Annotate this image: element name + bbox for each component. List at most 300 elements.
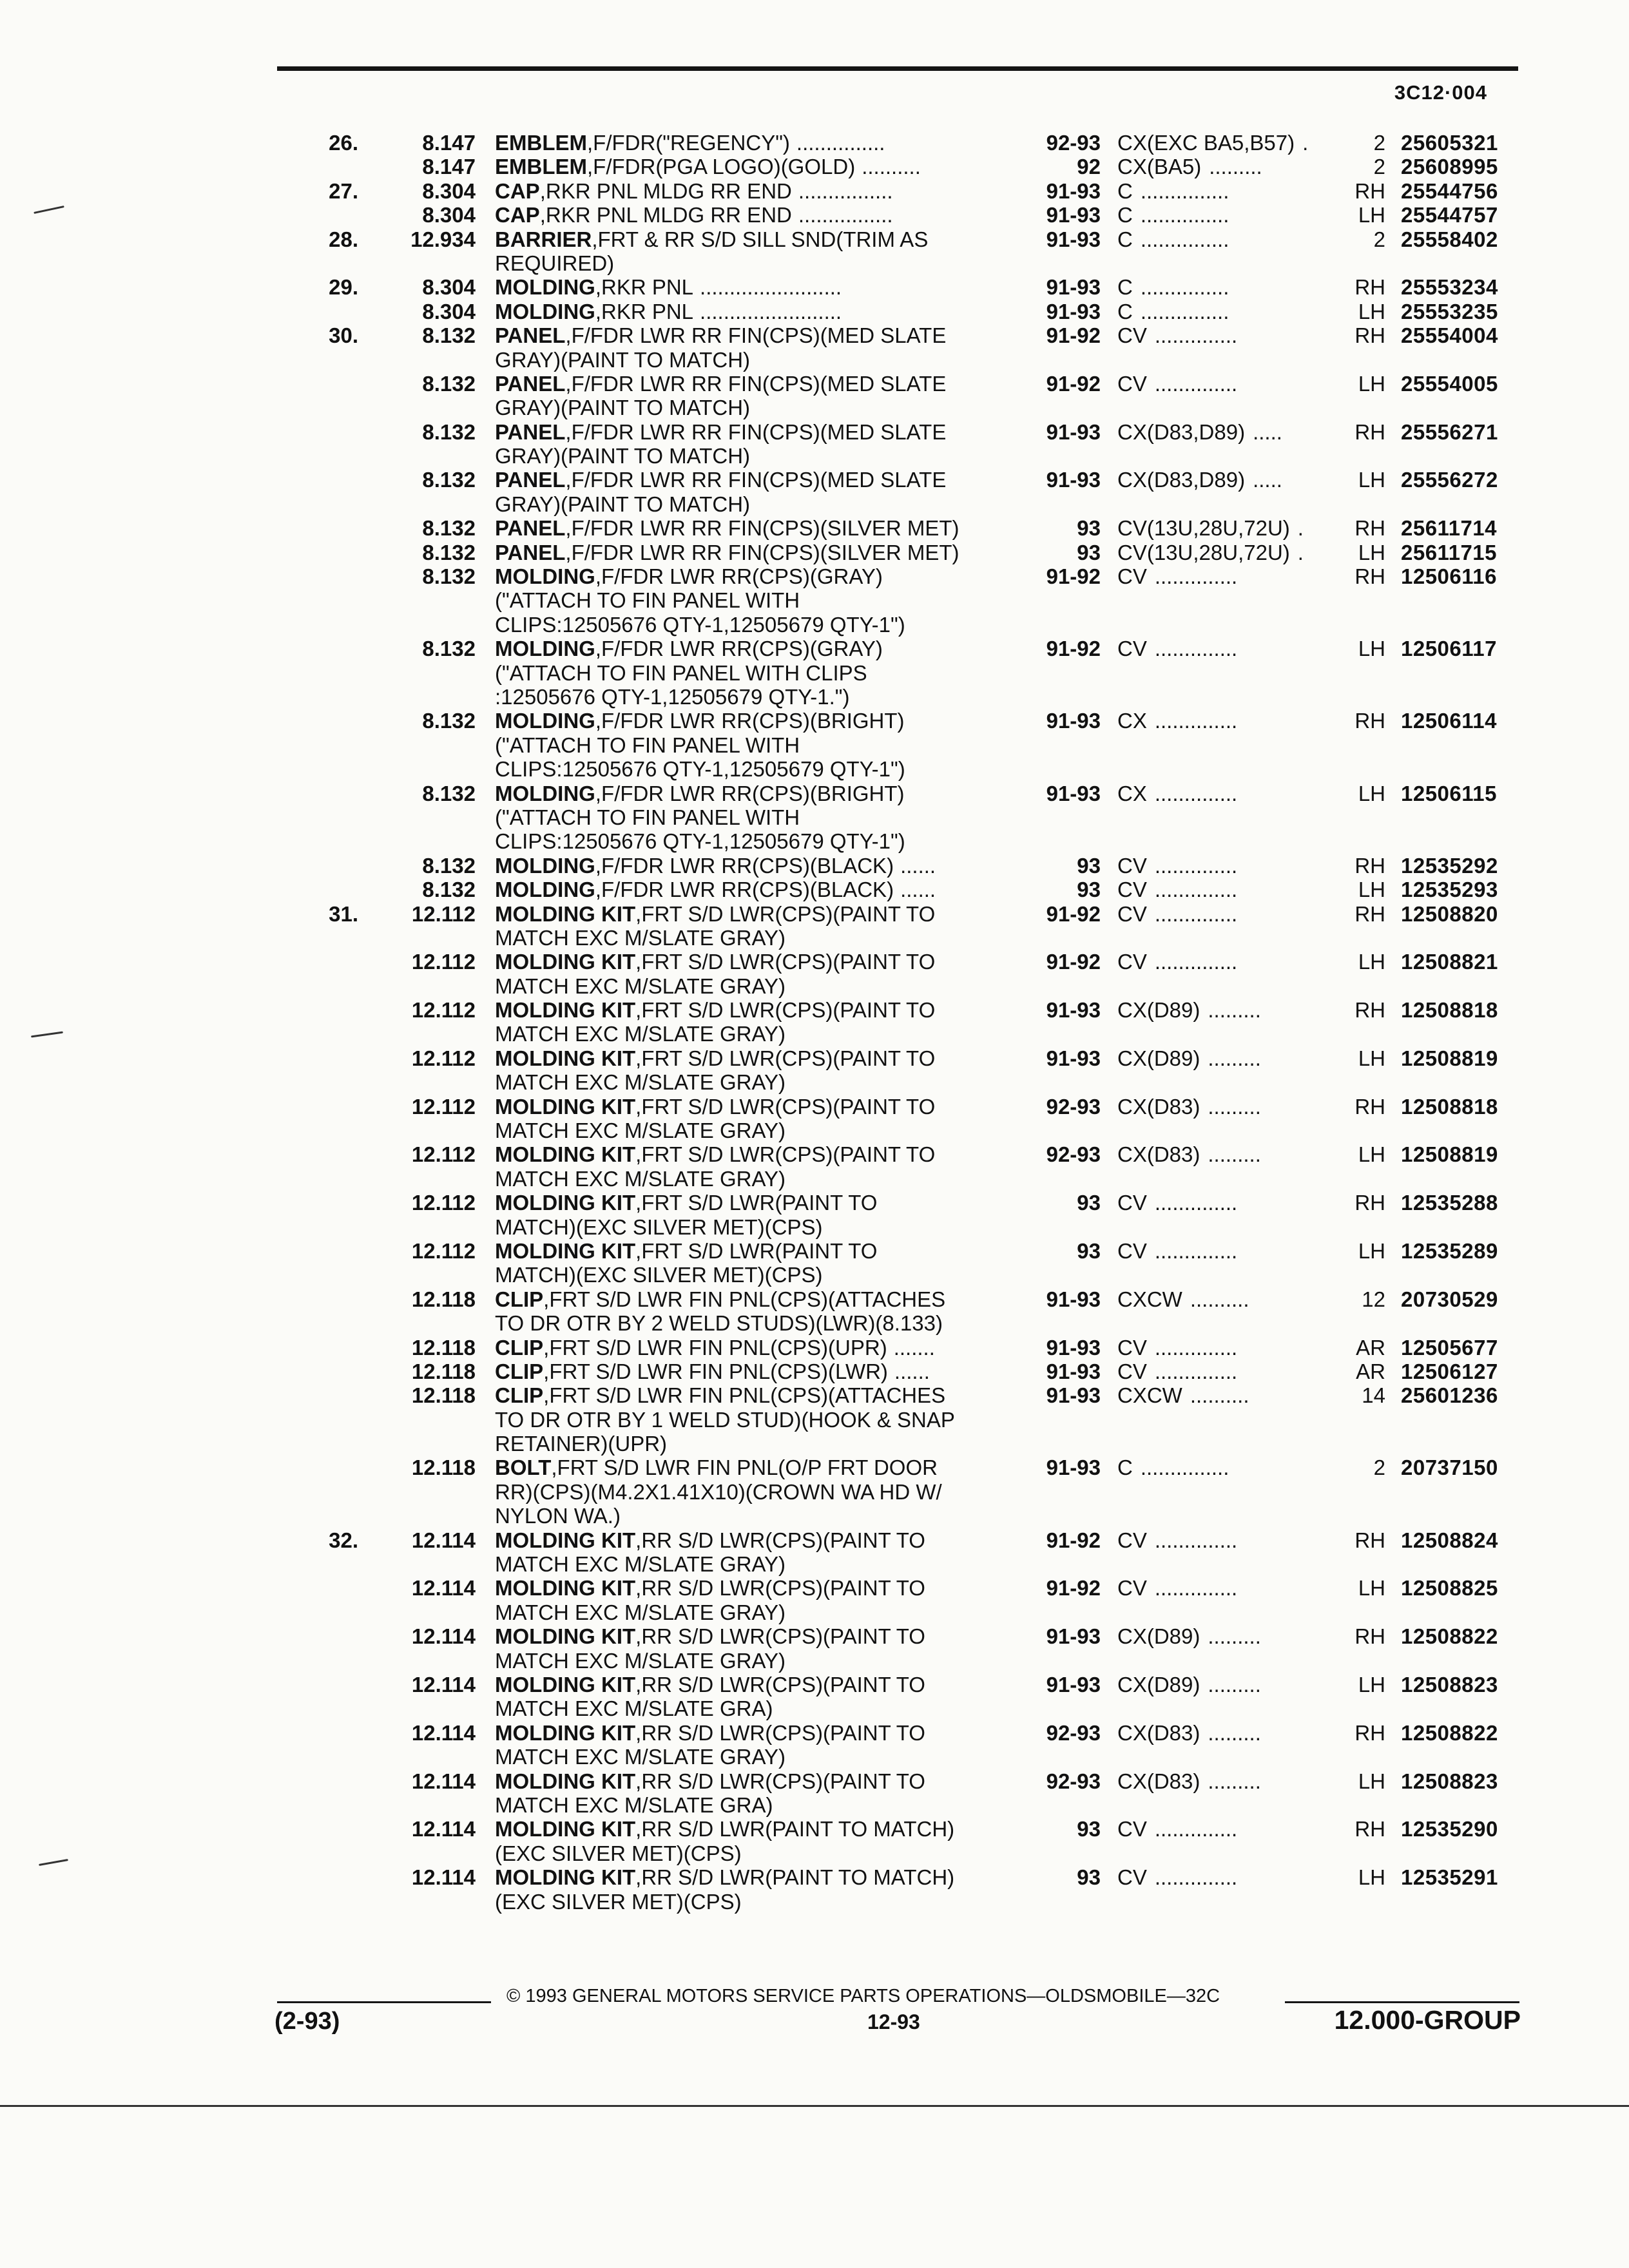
part-description	[495, 275, 842, 299]
series-text: CV(13U,28U,72U)	[1117, 516, 1290, 541]
part-name: MOLDING	[495, 878, 595, 902]
series-code	[1117, 1191, 1237, 1215]
series-text: CV	[1117, 1238, 1147, 1263]
description-text: ,FRT & RR S/D SILL SND(TRIM AS	[592, 227, 929, 251]
part-name: EMBLEM	[495, 155, 587, 179]
table-row	[0, 1263, 1629, 1287]
part-description	[495, 1408, 961, 1432]
series-code	[1117, 420, 1282, 444]
part-description	[495, 1696, 779, 1720]
part-number: 12506117	[1401, 637, 1498, 661]
series-code	[1117, 1287, 1249, 1311]
series-text: CV	[1117, 853, 1147, 878]
table-row	[0, 179, 1629, 203]
description-text: ,RR S/D LWR(PAINT TO MATCH)	[635, 1865, 955, 1890]
series-code	[1117, 1696, 1125, 1720]
table-row	[0, 516, 1629, 540]
model-years: 93	[1077, 540, 1101, 564]
part-number: 20730529	[1401, 1287, 1498, 1311]
quantity: AR	[1356, 1335, 1385, 1360]
group-number: 8.132	[422, 781, 476, 805]
part-description	[495, 733, 806, 757]
group-number: 8.132	[422, 853, 476, 878]
series-code	[1117, 1408, 1125, 1432]
table-row	[0, 878, 1629, 901]
leader-dots: ................	[798, 203, 893, 227]
part-name: PANEL	[495, 468, 566, 492]
part-description	[495, 1600, 792, 1624]
table-row	[0, 1336, 1629, 1360]
series-code	[1117, 1142, 1261, 1166]
series-text: C	[1117, 178, 1133, 203]
part-description	[495, 1215, 829, 1239]
table-row	[0, 564, 1629, 588]
leader-dots: ..............	[1154, 781, 1238, 805]
quantity: RH	[1354, 516, 1385, 541]
part-name: BOLT	[495, 1456, 552, 1480]
series-code	[1117, 323, 1237, 347]
description-text: MATCH)(EXC SILVER MET)(CPS)	[495, 1215, 823, 1239]
table-row	[0, 1191, 1629, 1215]
series-code	[1117, 588, 1125, 612]
table-row	[0, 854, 1629, 878]
part-name: MOLDING KIT	[495, 901, 636, 926]
part-number: 12508818	[1401, 998, 1498, 1023]
table-row	[0, 348, 1629, 372]
group-number: 8.132	[422, 419, 476, 444]
revision-date: (2-93)	[275, 2008, 340, 2035]
part-description	[495, 1865, 961, 1889]
footer-rule-left	[277, 2001, 491, 2003]
part-description	[495, 1022, 792, 1046]
leader-dots: ........................	[700, 275, 842, 300]
description-text: ,RR S/D LWR(CPS)(PAINT TO	[635, 1528, 925, 1552]
part-number: 12506114	[1401, 709, 1498, 733]
series-code	[1117, 950, 1237, 974]
series-code	[1117, 733, 1125, 757]
model-years: 91-93	[1046, 709, 1101, 733]
series-code	[1117, 1865, 1237, 1889]
leader-dots: ..........	[1190, 1383, 1249, 1408]
part-description	[495, 1239, 883, 1263]
model-years: 92-93	[1046, 1720, 1101, 1745]
group-number: 8.304	[422, 275, 476, 300]
part-name: CLIP	[495, 1287, 544, 1311]
part-number: 12506127	[1401, 1359, 1498, 1383]
series-code	[1117, 1311, 1125, 1335]
part-number: 12508823	[1401, 1769, 1498, 1793]
part-description	[495, 1745, 792, 1769]
part-description	[495, 131, 885, 155]
group-number: 8.147	[422, 155, 476, 179]
series-code	[1117, 179, 1229, 203]
quantity: 2	[1373, 131, 1385, 155]
description-text: ,F/FDR LWR RR(CPS)(BRIGHT)	[595, 709, 905, 733]
series-code	[1117, 1649, 1125, 1673]
series-code	[1117, 1456, 1229, 1479]
description-text: MATCH EXC M/SLATE GRAY)	[495, 1119, 786, 1143]
part-number: 25556272	[1401, 468, 1498, 492]
description-text: TO DR OTR BY 1 WELD STUD)(HOOK & SNAP	[495, 1407, 955, 1432]
item-number: 31.	[329, 901, 358, 926]
quantity: RH	[1354, 275, 1385, 300]
quantity: RH	[1354, 323, 1385, 348]
model-years: 92-93	[1046, 131, 1101, 155]
description-text: GRAY)(PAINT TO MATCH)	[495, 492, 751, 516]
group-number: 8.132	[422, 468, 476, 492]
series-code	[1117, 541, 1304, 564]
part-name: MOLDING	[495, 853, 595, 878]
part-description	[495, 1528, 932, 1552]
table-row	[0, 998, 1629, 1022]
quantity: LH	[1358, 371, 1385, 396]
series-text: CX(D89)	[1117, 1673, 1200, 1696]
description-text: MATCH EXC M/SLATE GRAY)	[495, 1070, 786, 1095]
table-row	[0, 1600, 1629, 1624]
description-text: ,F/FDR(PGA LOGO)(GOLD)	[587, 155, 856, 179]
model-years: 92	[1077, 155, 1101, 179]
part-name: MOLDING KIT	[495, 1576, 636, 1600]
part-name: PANEL	[495, 516, 566, 541]
model-years: 93	[1077, 1191, 1101, 1215]
description-text: ,RR S/D LWR(CPS)(PAINT TO	[635, 1576, 925, 1600]
group-number: 12.118	[411, 1383, 476, 1408]
part-description	[495, 516, 966, 540]
part-description	[495, 251, 621, 275]
table-row	[0, 661, 1629, 685]
series-code	[1117, 1336, 1237, 1360]
series-text: C	[1117, 1456, 1133, 1480]
table-row	[0, 1142, 1629, 1166]
leader-dots: ...............	[796, 131, 885, 155]
model-years: 91-93	[1046, 1383, 1101, 1408]
part-description	[495, 420, 952, 444]
group-number: 12.114	[411, 1528, 476, 1552]
table-row	[0, 275, 1629, 299]
part-description	[495, 1841, 748, 1865]
table-row	[0, 300, 1629, 323]
part-description	[495, 1721, 932, 1745]
table-row	[0, 444, 1629, 468]
part-number: 12508825	[1401, 1576, 1498, 1600]
leader-dots: ..............	[1154, 901, 1238, 926]
description-text: MATCH EXC M/SLATE GRAY)	[495, 1648, 786, 1673]
description-text: MATCH EXC M/SLATE GRA)	[495, 1792, 773, 1817]
group-number: 8.132	[422, 516, 476, 541]
quantity: LH	[1358, 540, 1385, 564]
series-text: CV	[1117, 564, 1147, 589]
table-row	[0, 1769, 1629, 1793]
part-name: MOLDING	[495, 637, 595, 661]
part-name: MOLDING KIT	[495, 998, 636, 1023]
table-row	[0, 1865, 1629, 1889]
part-number: 12505677	[1401, 1335, 1498, 1360]
part-number: 25558402	[1401, 227, 1498, 251]
table-row	[0, 251, 1629, 275]
series-code	[1117, 1528, 1237, 1552]
table-row	[0, 468, 1629, 492]
part-number: 25608995	[1401, 155, 1498, 179]
model-years: 92-93	[1046, 1142, 1101, 1167]
part-description	[495, 1793, 779, 1817]
part-number: 12535288	[1401, 1191, 1498, 1215]
part-description	[495, 155, 921, 178]
part-description	[495, 1095, 941, 1119]
description-text: MATCH EXC M/SLATE GRA)	[495, 1696, 773, 1721]
series-text: CX(D89)	[1117, 998, 1200, 1023]
part-number: 25553235	[1401, 299, 1498, 323]
series-code	[1117, 1239, 1237, 1263]
series-text: CX(BA5)	[1117, 155, 1202, 179]
table-row	[0, 974, 1629, 998]
description-text: ,RKR PNL MLDG RR END	[539, 203, 792, 227]
part-description	[495, 1336, 935, 1360]
quantity: LH	[1358, 1576, 1385, 1600]
table-row	[0, 1480, 1629, 1504]
table-row	[0, 131, 1629, 155]
series-code	[1117, 878, 1237, 901]
quantity: LH	[1358, 203, 1385, 227]
table-row	[0, 1504, 1629, 1528]
description-text: CLIPS:12505676 QTY-1,12505679 QTY-1")	[495, 612, 905, 637]
leader-dots: ..............	[1154, 853, 1238, 878]
description-text: ,F/FDR("REGENCY")	[587, 131, 790, 155]
description-text: ,RR S/D LWR(PAINT TO MATCH)	[635, 1817, 955, 1841]
group-number: 12.114	[411, 1769, 476, 1793]
series-text: CX	[1117, 709, 1147, 733]
part-number: 12535290	[1401, 1817, 1498, 1841]
group-number: 12.112	[411, 1142, 476, 1167]
series-code	[1117, 1480, 1125, 1504]
item-number: 32.	[329, 1528, 358, 1552]
table-row	[0, 1528, 1629, 1552]
description-text: GRAY)(PAINT TO MATCH)	[495, 347, 751, 372]
parts-table	[0, 131, 1629, 1914]
series-code	[1117, 661, 1125, 685]
table-row	[0, 1890, 1629, 1914]
model-years: 91-92	[1046, 637, 1101, 661]
leader-dots: ..............	[1154, 637, 1238, 661]
group-number: 12.118	[411, 1456, 476, 1480]
part-description	[495, 1070, 792, 1094]
series-code	[1117, 1383, 1249, 1407]
table-row	[0, 1119, 1629, 1142]
part-name: MOLDING KIT	[495, 1094, 636, 1119]
part-number: 25556271	[1401, 419, 1498, 444]
series-text: CV	[1117, 1817, 1147, 1841]
table-row	[0, 588, 1629, 612]
model-years: 91-93	[1046, 299, 1101, 323]
part-name: MOLDING	[495, 781, 595, 805]
part-description	[495, 1360, 930, 1383]
part-description	[495, 950, 941, 974]
table-row	[0, 1696, 1629, 1720]
leader-dots: ..............	[1154, 709, 1238, 733]
series-code	[1117, 613, 1125, 637]
model-years: 92-93	[1046, 1094, 1101, 1119]
description-text: MATCH EXC M/SLATE GRAY)	[495, 925, 786, 950]
leader-dots: ..............	[1154, 1335, 1238, 1360]
group-number: 12.118	[411, 1335, 476, 1360]
leader-dots: .........	[1208, 1094, 1261, 1119]
group-number: 12.114	[411, 1624, 476, 1649]
model-years: 91-93	[1046, 419, 1101, 444]
part-description	[495, 541, 966, 564]
part-name: PANEL	[495, 540, 566, 564]
series-text: CX(D89)	[1117, 1624, 1200, 1649]
table-row	[0, 1432, 1629, 1456]
series-code	[1117, 685, 1125, 709]
part-number: 20737150	[1401, 1456, 1498, 1480]
series-code	[1117, 1119, 1125, 1142]
leader-dots: ...............	[1140, 203, 1229, 227]
part-number: 12508821	[1401, 950, 1498, 974]
description-text: ,FRT S/D LWR(CPS)(PAINT TO	[635, 998, 936, 1023]
leader-dots: ..............	[1154, 1528, 1238, 1552]
series-code	[1117, 396, 1125, 419]
series-code	[1117, 1841, 1125, 1865]
series-code	[1117, 1624, 1261, 1648]
series-text: CV	[1117, 950, 1147, 974]
quantity: RH	[1354, 998, 1385, 1023]
model-years: 91-92	[1046, 1576, 1101, 1600]
quantity: RH	[1354, 1528, 1385, 1552]
leader-dots: ..........	[862, 155, 921, 179]
description-text: ,RR S/D LWR(CPS)(PAINT TO	[635, 1624, 925, 1649]
series-text: CX(EXC BA5,B57)	[1117, 131, 1295, 155]
part-number: 25601236	[1401, 1383, 1498, 1408]
leader-dots: .	[1297, 540, 1304, 564]
model-years: 91-93	[1046, 1456, 1101, 1480]
series-code	[1117, 829, 1125, 853]
series-code	[1117, 1793, 1125, 1817]
series-text: C	[1117, 227, 1133, 251]
series-text: CX(D83)	[1117, 1094, 1200, 1119]
table-row	[0, 396, 1629, 419]
leader-dots: ...............	[1140, 178, 1229, 203]
description-text: ,RKR PNL MLDG RR END	[539, 178, 792, 203]
series-text: C	[1117, 299, 1133, 323]
part-description	[495, 203, 893, 227]
series-code	[1117, 757, 1125, 781]
group-number: 12.114	[411, 1576, 476, 1600]
leader-dots: .........	[1208, 1046, 1261, 1070]
description-text: ,F/FDR LWR RR(CPS)(GRAY)	[595, 637, 883, 661]
part-number: 12535292	[1401, 853, 1498, 878]
item-number: 29.	[329, 275, 358, 300]
series-text: CXCW	[1117, 1287, 1182, 1311]
description-text: ,FRT S/D LWR(CPS)(PAINT TO	[635, 950, 936, 974]
series-code	[1117, 854, 1237, 878]
description-text: MATCH EXC M/SLATE GRAY)	[495, 1600, 786, 1624]
description-text: ("ATTACH TO FIN PANEL WITH CLIPS	[495, 660, 867, 685]
part-description	[495, 1383, 952, 1407]
series-code	[1117, 1576, 1237, 1600]
part-number: 12508822	[1401, 1624, 1498, 1649]
table-row	[0, 950, 1629, 974]
part-name: MOLDING KIT	[495, 1865, 636, 1890]
leader-dots: ..............	[1154, 1191, 1238, 1215]
series-code	[1117, 1769, 1261, 1793]
description-text: ,RR S/D LWR(CPS)(PAINT TO	[635, 1720, 925, 1745]
series-code	[1117, 902, 1237, 926]
series-text: CX(D89)	[1117, 1046, 1200, 1070]
table-row	[0, 420, 1629, 444]
group-number: 12.112	[411, 1191, 476, 1215]
table-row	[0, 1022, 1629, 1046]
leader-dots: ..............	[1154, 1817, 1238, 1841]
part-description	[495, 1624, 932, 1648]
description-text: (EXC SILVER MET)(CPS)	[495, 1889, 742, 1914]
model-years: 91-92	[1046, 371, 1101, 396]
description-text: ,FRT S/D LWR FIN PNL(CPS)(LWR)	[543, 1359, 888, 1383]
series-text: CV	[1117, 1528, 1147, 1552]
group-number: 8.304	[422, 299, 476, 323]
series-code	[1117, 372, 1237, 396]
description-text: GRAY)(PAINT TO MATCH)	[495, 396, 751, 420]
part-description	[495, 661, 874, 685]
table-row	[0, 1239, 1629, 1263]
part-description	[495, 1311, 949, 1335]
table-row	[0, 637, 1629, 660]
quantity: RH	[1354, 1720, 1385, 1745]
description-text: ,FRT S/D LWR FIN PNL(CPS)(UPR)	[543, 1335, 887, 1360]
series-text: CV	[1117, 1191, 1147, 1215]
part-name: MOLDING KIT	[495, 1046, 636, 1070]
description-text: ,FRT S/D LWR(CPS)(PAINT TO	[635, 1142, 936, 1167]
series-code	[1117, 782, 1237, 805]
description-text: ,RKR PNL	[595, 299, 694, 323]
description-text: ("ATTACH TO FIN PANEL WITH	[495, 588, 800, 613]
group-number: 12.112	[411, 998, 476, 1023]
part-description	[495, 613, 912, 637]
series-code	[1117, 1215, 1125, 1239]
series-code	[1117, 1600, 1125, 1624]
series-code	[1117, 300, 1229, 323]
part-number: 12535289	[1401, 1238, 1498, 1263]
quantity: LH	[1358, 468, 1385, 492]
group-number: 12.112	[411, 950, 476, 974]
part-description	[495, 1649, 792, 1673]
table-row	[0, 685, 1629, 709]
item-number: 28.	[329, 227, 358, 251]
series-text: CV	[1117, 323, 1147, 348]
part-description	[495, 348, 757, 372]
series-code	[1117, 805, 1125, 829]
table-row	[0, 227, 1629, 251]
quantity: RH	[1354, 853, 1385, 878]
leader-dots: ..............	[1154, 371, 1238, 396]
description-text: ,F/FDR LWR RR FIN(CPS)(SILVER MET)	[565, 540, 959, 564]
table-row	[0, 1552, 1629, 1576]
part-description	[495, 1769, 932, 1793]
description-text: :12505676 QTY-1,12505679 QTY-1.")	[495, 684, 850, 709]
group-number: 12.114	[411, 1865, 476, 1890]
group-number: 12.114	[411, 1817, 476, 1841]
description-text: ,F/FDR LWR RR(CPS)(BRIGHT)	[595, 781, 905, 805]
part-number: 25611714	[1401, 516, 1498, 541]
series-code	[1117, 709, 1237, 733]
leader-dots: ..............	[1154, 1865, 1238, 1890]
description-text: MATCH EXC M/SLATE GRAY)	[495, 1022, 786, 1046]
quantity: LH	[1358, 637, 1385, 661]
quantity: 2	[1373, 155, 1385, 179]
model-years: 91-93	[1046, 227, 1101, 251]
series-code	[1117, 1070, 1125, 1094]
copyright-notice: © 1993 GENERAL MOTORS SERVICE PARTS OPERATIONS—OLDSMOBILE—32C	[506, 1986, 1220, 2006]
table-row	[0, 1624, 1629, 1648]
leader-dots: .........	[1208, 1673, 1261, 1696]
